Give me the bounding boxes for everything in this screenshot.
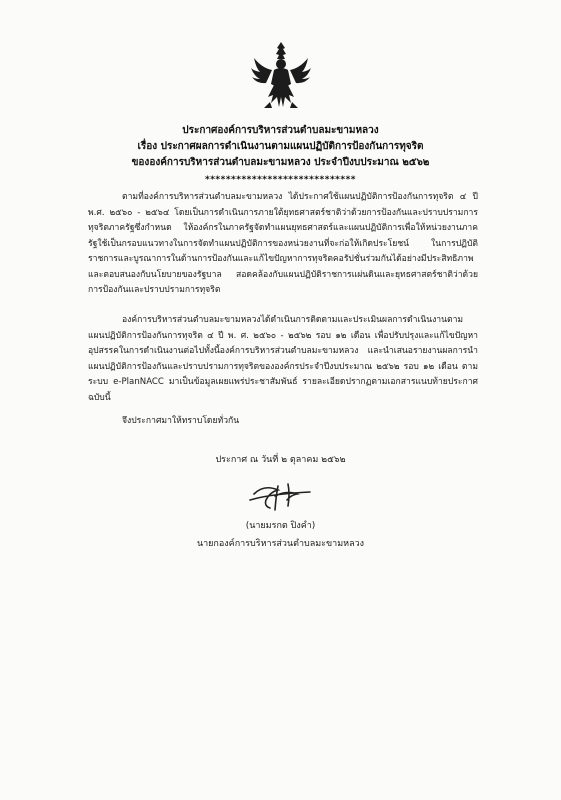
announcement-subject: เรื่อง ประกาศผลการดำเนินงานตามแผนปฏิบัติการป้องกันการทุจริต xyxy=(137,141,424,152)
garuda-emblem-icon xyxy=(250,40,312,112)
title-divider: ***************************** xyxy=(205,175,356,185)
paragraph-text: ตามที่องค์การบริหารส่วนตำบลมะขามหลวง ได้ประกาศใช้แผนปฏิบัติการป้องกันการทุจริต ๔ ปี พ.ศ. ๒๕๖๐ - ๒๕๖๔ โดยเป็นการดำเนินการภายใต้ยุทธศาสตร์ชาติว่าด้วยการป้องกันและปราบปรามการทุจริตภาครัฐซึ่งกำหนด ให้องค์กรในภาครัฐจัดทำแผนยุทธศาสตร์และแผนปฏิบัติการเพื่อให้หน่วยงานภาครัฐใช้เป็นกรอบแนวทางในการจัดทำแผนปฏิบัติการของหน่วยงานที่จะก่อให้เกิดประโยชน์ ในการปฏิบัติราชการและบูรณาการในด้านการป้องกันและแก้ไขปัญหาการทุจริตคอรัปชั่นร่วมกันได้อย่างมีประสิทธิภาพและตอบสนองกับนโยบายของรัฐบาล สอดคล้องกับแผนปฏิบัติราชการแผ่นดินและยุทธศาสตร์ชาติว่าด้วยการป้องกันและปราบปรามการทุจริต xyxy=(88,192,478,295)
paragraph-text: จึงประกาศมาให้ทราบโดยทั่วกัน xyxy=(122,416,240,426)
body-paragraph-1 xyxy=(88,190,478,299)
paragraph-text: องค์การบริหารส่วนตำบลมะขามหลวงได้ดำเนินการติดตามและประเมินผลการดำเนินงานตามแผนปฏิบัติการป้องกันการทุจริต ๔ ปี พ. ศ. ๒๕๖๐ - ๒๕๖๒ รอบ ๑๒ เดือน เพื่อปรับปรุงและแก้ไขปัญหาอุปสรรคในการดำเนินงานต่อไปทั้งนี้องค์การบริหารส่วนตำบลมะขามหลวง และนำเสนอรายงานผลการนำแผนปฏิบัติการป้องกันและปราบปรามการทุจริตขององค์กรประจำปีงบประมาณ ๒๕๖๒ รอบ ๑๒ เดือน ตามระบบ e-PlanNACC มาเป็นข้อมูลเผยแพร่ประชาสัมพันธ์ รายละเอียดปรากฏตามเอกสารแนบท้ายประกาศฉบับนี้ xyxy=(88,315,478,403)
signature-icon xyxy=(248,480,314,514)
body-paragraph-2 xyxy=(88,313,478,406)
announcement-title: ประกาศองค์การบริหารส่วนตำบลมะขามหลวง xyxy=(182,125,379,136)
announcement-subtitle: ขององค์การบริหารส่วนตำบลมะขามหลวง ประจำปีงบประมาณ ๒๕๖๒ xyxy=(131,157,430,168)
signer-position: นายกองค์การบริหารส่วนตำบลมะขามหลวง xyxy=(196,539,365,549)
announcement-date: ประกาศ ณ วันที่ ๒ ตุลาคม ๒๕๖๒ xyxy=(215,455,346,465)
body-paragraph-3 xyxy=(88,414,478,430)
signer-name: (นายมรกต ปิงคำ) xyxy=(245,521,316,531)
